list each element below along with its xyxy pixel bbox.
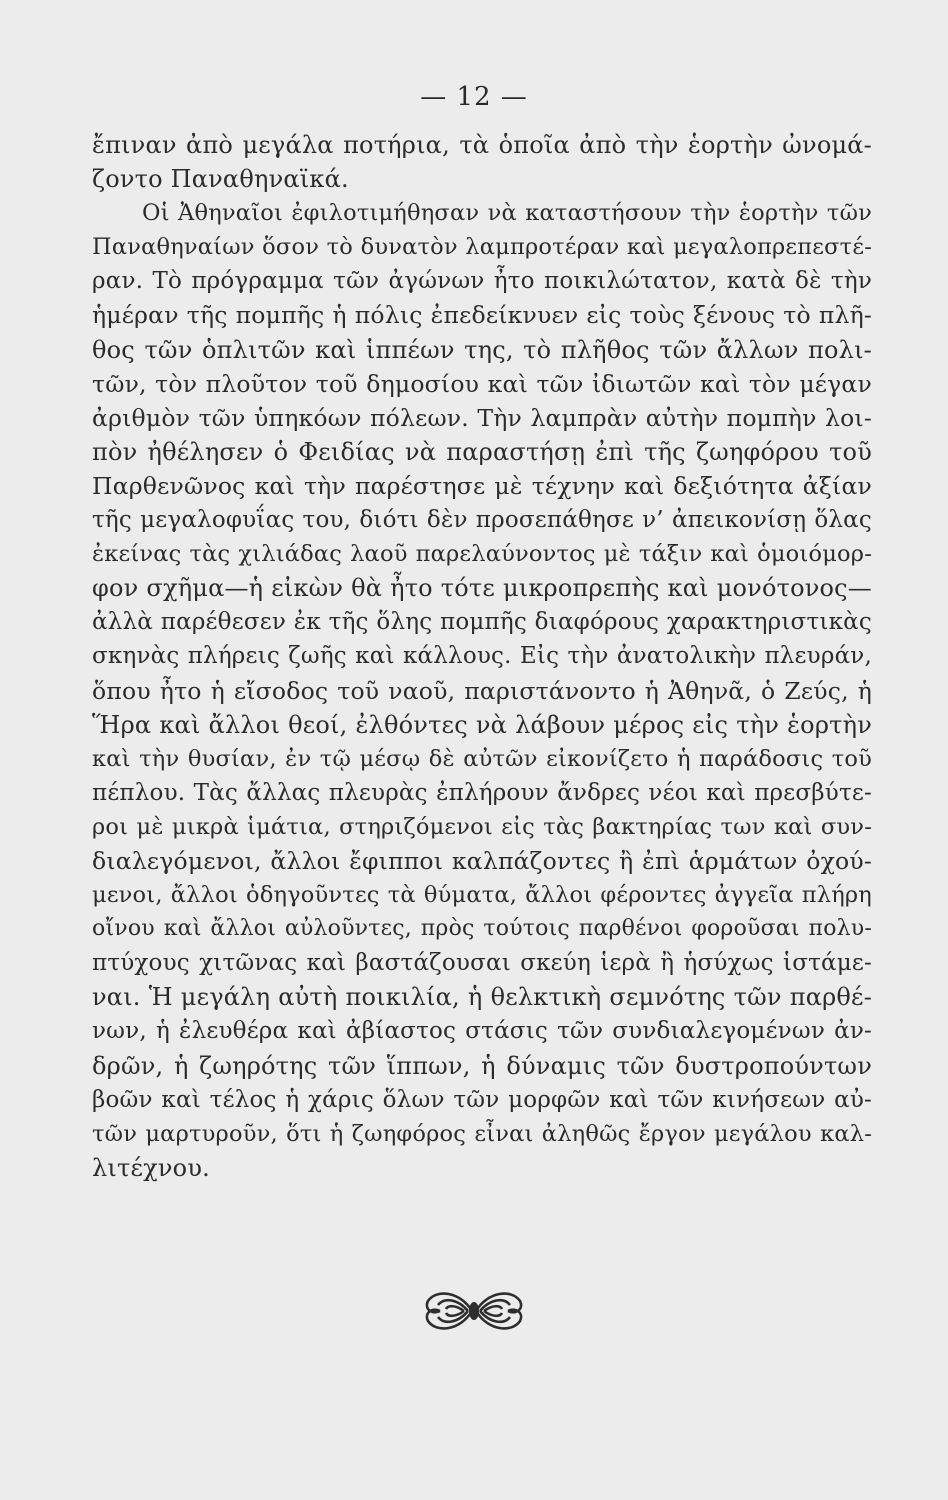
- text-line: ροι μὲ μικρὰ ἱμάτια, στηριζόμενοι εἰς τὰς βακτηρίας των καὶ συν-: [92, 813, 872, 840]
- text-line: ἀριθμὸν τῶν ὑπηκόων πόλεων. Τὴν λαμπρὰν αὐτὴν πομπὴν λοι-: [92, 403, 872, 432]
- text-line: θος τῶν ὁπλιτῶν καὶ ἱππέων της, τὸ πλῆθος τῶν ἄλλων πολι-: [92, 335, 872, 364]
- text-line: πτύχους χιτῶνας καὶ βαστάζουσαι σκεύη ἱερὰ ἢ ἡσύχως ἱστάμε-: [92, 950, 872, 977]
- text-line: σκηνὰς πλήρεις ζωῆς καὶ κάλλους. Εἰς τὴν ἀνατολικὴν πλευράν,: [92, 643, 872, 670]
- text-line: ἐκείνας τὰς χιλιάδας λαοῦ παρελαύνοντος μὲ τάξιν καὶ ὁμοιόμορ-: [92, 541, 872, 568]
- text-line: ἡμέραν τῆς πομπῆς ἡ πόλις ἐπεδείκνυεν εἰς τοὺς ξένους τὸ πλῆ-: [92, 301, 872, 330]
- text-line: ζοντο Παναθηναϊκά.: [92, 165, 349, 194]
- text-line: ὅπου ἦτο ἡ εἴσοδος τοῦ ναοῦ, παριστάνοντο ἡ Ἀθηνᾶ, ὁ Ζεύς, ἡ: [92, 676, 872, 705]
- body-text: [92, 128, 872, 1185]
- text-line: βοῶν καὶ τέλος ἡ χάρις ὅλων τῶν μορφῶν καὶ τῶν κινήσεων αὐ-: [92, 1086, 872, 1113]
- text-line: διαλεγόμενοι, ἄλλοι ἔφιπποι καλπάζοντες ἢ ἐπὶ ἁρμάτων ὀχού-: [92, 846, 872, 875]
- text-line: τῶν, τὸν πλοῦτον τοῦ δημοσίου καὶ τῶν ἰδιωτῶν καὶ τὸν μέγαν: [92, 369, 872, 398]
- text-line: Οἱ Ἀθηναῖοι ἐφιλοτιμήθησαν νὰ καταστήσουν τὴν ἑορτὴν τῶν: [142, 200, 872, 227]
- text-line: τῆς μεγαλοφυΐας του, διότι δὲν προσεπάθησε ν’ ἀπεικονίσῃ ὅλας: [92, 507, 872, 534]
- text-line: νων, ἡ ἐλευθέρα καὶ ἀβίαστος στάσις τῶν συνδιαλεγομένων ἀν-: [92, 1018, 872, 1045]
- text-line: Ἥρα καὶ ἄλλοι θεοί, ἐλθόντες νὰ λάβουν μέρος εἰς τὴν ἑορτὴν: [92, 710, 872, 739]
- text-line: λιτέχνου.: [92, 1153, 210, 1182]
- text-line: πὸν ἠθέλησεν ὁ Φειδίας νὰ παραστήσῃ ἐπὶ τῆς ζωηφόρου τοῦ: [92, 437, 872, 466]
- text-line: δρῶν, ἡ ζωηρότης τῶν ἵππων, ἡ δύναμις τῶν δυστροπούντων: [92, 1051, 872, 1080]
- text-line: ναι. Ἡ μεγάλη αὐτὴ ποικιλία, ἡ θελκτικὴ σεμνότης τῶν παρθέ-: [92, 983, 872, 1012]
- text-line: φον σχῆμα—ἡ εἰκὼν θὰ ἦτο τότε μικροπρεπὴς καὶ μονότονος—: [92, 574, 872, 603]
- text-line: ραν. Τὸ πρόγραμμα τῶν ἀγώνων ἦτο ποικιλώτατον, κατὰ δὲ τὴν: [92, 268, 872, 295]
- text-line: τῶν μαρτυροῦν, ὅτι ἡ ζωηφόρος εἶναι ἀληθῶς ἔργον μεγάλου καλ-: [92, 1120, 872, 1147]
- text-line: πέπλου. Τὰς ἄλλας πλευρὰς ἐπλήρουν ἄνδρες νέοι καὶ πρεσβύτε-: [92, 779, 872, 806]
- text-line: ἀλλὰ παρέθεσεν ἐκ τῆς ὅλης πομπῆς διαφόρους χαρακτηριστικὰς: [92, 609, 872, 636]
- text-line: Παρθενῶνος καὶ τὴν παρέστησε μὲ τέχνην καὶ δεξιότητα ἀξίαν: [92, 471, 872, 500]
- text-line: οἴνου καὶ ἄλλοι αὐλοῦντες, πρὸς τούτοις παρθένοι φοροῦσαι πολυ-: [92, 916, 872, 942]
- text-line: μενοι, ἄλλοι ὁδηγοῦντες τὰ θύματα, ἄλλοι φέροντες ἀγγεῖα πλήρη: [92, 882, 872, 909]
- text-line: Παναθηναίων ὅσον τὸ δυνατὸν λαμπροτέραν καὶ μεγαλοπρεπεστέ-: [92, 234, 872, 261]
- text-line: ἔπιναν ἀπὸ μεγάλα ποτήρια, τὰ ὁποῖα ἀπὸ τὴν ἑορτὴν ὠνομά-: [92, 131, 872, 159]
- page-number: — 12 —: [420, 82, 528, 112]
- floral-ornament-icon: [422, 1285, 526, 1337]
- text-line: καὶ τὴν θυσίαν, ἐν τῷ μέσῳ δὲ αὐτῶν εἰκονίζετο ἡ παράδοσις τοῦ: [92, 745, 872, 772]
